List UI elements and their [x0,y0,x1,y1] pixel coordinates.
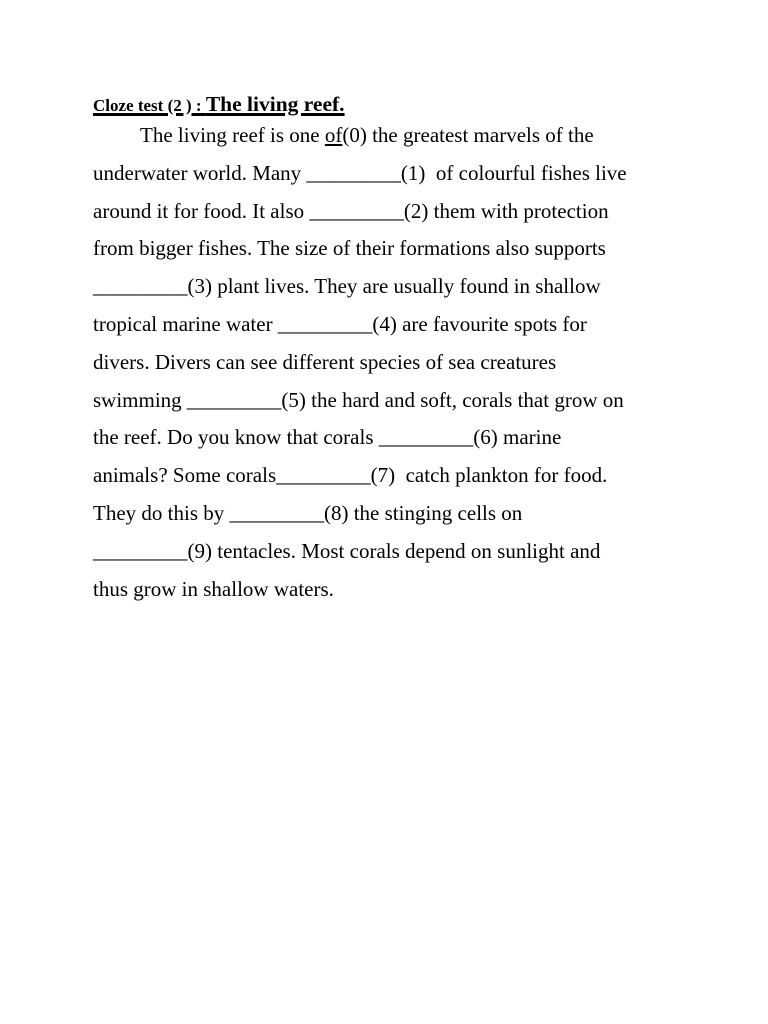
passage-line-3: around it for food. It also _________(2) them with protection [93,198,609,223]
passage-line-2: underwater world. Many _________(1) of colourful fishes live [93,160,627,185]
line-1-start: The living reef is one [140,123,325,147]
passage-line-6: tropical marine water _________(4) are favourite spots for [93,311,587,336]
example-answer: of [324,123,343,147]
passage-line-13: thus grow in shallow waters. [93,576,334,601]
line-1-end: (0) the greatest marvels of the [342,123,594,147]
passage-line-4: from bigger fishes. The size of their formations also supports [93,236,606,261]
heading-title: The living reef. [205,92,345,116]
passage-line-8: swimming _________(5) the hard and soft, corals that grow on [93,387,624,412]
passage-line-12: _________(9) tentacles. Most corals depend on sunlight and [93,538,601,563]
passage-line-7: divers. Divers can see different species of sea creatures [93,349,557,374]
passage-line-1 [93,117,693,155]
document-page [93,84,693,608]
heading-prefix: Cloze test (2 ) : [93,96,206,115]
cloze-passage [93,117,693,608]
heading [93,84,693,117]
passage-line-11: They do this by _________(8) the stinging cells on [93,500,523,525]
passage-line-10: animals? Some corals_________(7) catch plankton for food. [93,463,608,488]
passage-line-5: _________(3) plant lives. They are usually found in shallow [93,274,601,299]
passage-line-9: the reef. Do you know that corals _________(6) marine [93,425,562,450]
